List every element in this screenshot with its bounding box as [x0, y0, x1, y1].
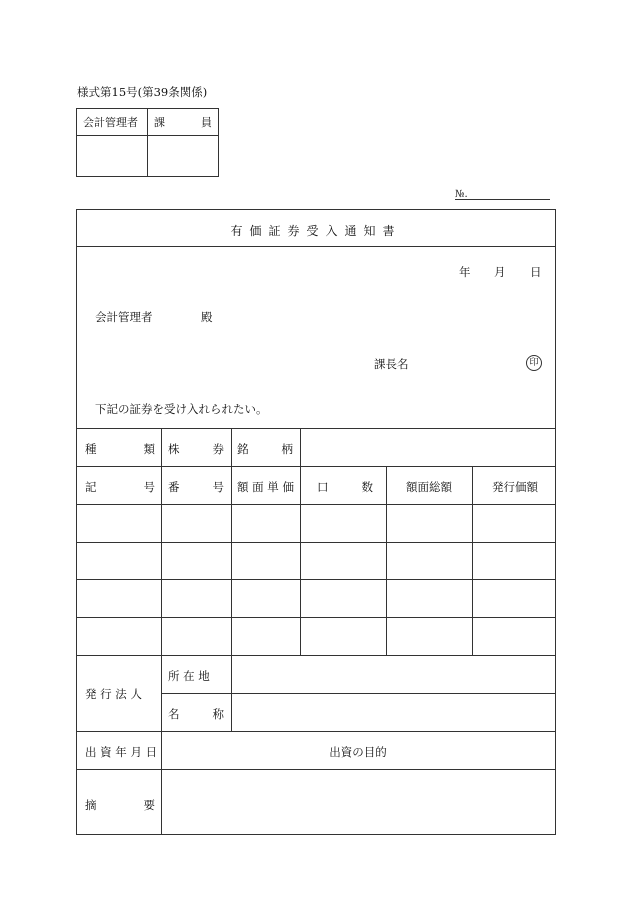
divider [231, 428, 232, 655]
date-day-label: 日 [530, 265, 542, 279]
divider [77, 617, 555, 618]
addressee-honorific: 殿 [201, 310, 213, 324]
corporation-name-label [168, 706, 224, 722]
seal-icon: 印 [526, 355, 542, 371]
approval-stamp-cell-2 [148, 136, 219, 177]
approval-header-staff [148, 109, 219, 136]
total-face-value-header: 額面総額 [406, 480, 452, 494]
approval-header-staff-a: 課 [154, 116, 165, 129]
notice-form [76, 209, 556, 835]
summary-label [85, 797, 155, 813]
type-label-b: 類 [143, 442, 155, 456]
divider [77, 428, 555, 429]
units-header-a: 口 [317, 480, 329, 494]
divider [77, 579, 555, 580]
number-header-b: 号 [212, 480, 224, 494]
divider [77, 542, 555, 543]
summary-label-b: 要 [143, 798, 155, 812]
name-label-a: 名 [168, 707, 180, 721]
approval-stamp-cell-1 [77, 136, 148, 177]
symbol-header [85, 479, 155, 495]
symbol-header-b: 号 [143, 480, 155, 494]
instruction-text: 下記の証券を受け入れられたい。 [95, 402, 268, 416]
addressee-name: 会計管理者 [95, 310, 153, 324]
divider [300, 428, 301, 655]
divider [77, 246, 555, 247]
units-header-b: 数 [361, 480, 373, 494]
divider [161, 693, 555, 694]
brand-label-b: 柄 [281, 442, 293, 456]
date-year-label: 年 [459, 265, 471, 279]
divider [386, 466, 387, 655]
divider [77, 504, 555, 505]
section-chief-label: 課長名 [374, 357, 409, 371]
divider [77, 731, 555, 732]
issuing-corporation-label: 発 行 法 人 [85, 687, 142, 701]
stock-label-a: 株 [168, 442, 180, 456]
stock-label-b: 券 [212, 442, 224, 456]
number-header-a: 番 [168, 480, 180, 494]
type-label [85, 441, 155, 457]
type-label-a: 種 [85, 442, 97, 456]
document-number-field [455, 186, 550, 200]
issue-price-header: 発行価額 [492, 480, 538, 494]
divider [231, 655, 232, 731]
name-label-b: 称 [212, 707, 224, 721]
stock-certificate-label [168, 441, 224, 457]
approval-header-staff-b: 員 [201, 116, 212, 129]
units-header [317, 479, 373, 495]
brand-label-a: 銘 [237, 442, 249, 456]
approval-stamp-box [76, 108, 219, 177]
location-label: 所 在 地 [168, 669, 210, 683]
investment-date-label: 出 資 年 月 日 [85, 745, 158, 759]
brand-label [237, 441, 293, 457]
seal-mark [526, 354, 542, 371]
divider [77, 655, 555, 656]
divider [77, 769, 555, 770]
investment-purpose-label: 出資の目的 [329, 745, 387, 759]
date-month-label: 月 [494, 265, 506, 279]
unit-face-value-header: 額 面 単 価 [237, 480, 294, 494]
summary-label-a: 摘 [85, 798, 97, 812]
approval-header-accounting-manager: 会計管理者 [77, 109, 148, 136]
document-number-label: №. [455, 189, 468, 200]
divider [161, 428, 162, 835]
form-title: 有価証券受入通知書 [230, 224, 402, 238]
divider [77, 466, 555, 467]
divider [472, 466, 473, 655]
symbol-header-a: 記 [85, 480, 97, 494]
number-header [168, 479, 224, 495]
form-number-label: 様式第15号(第39条関係) [77, 85, 208, 99]
